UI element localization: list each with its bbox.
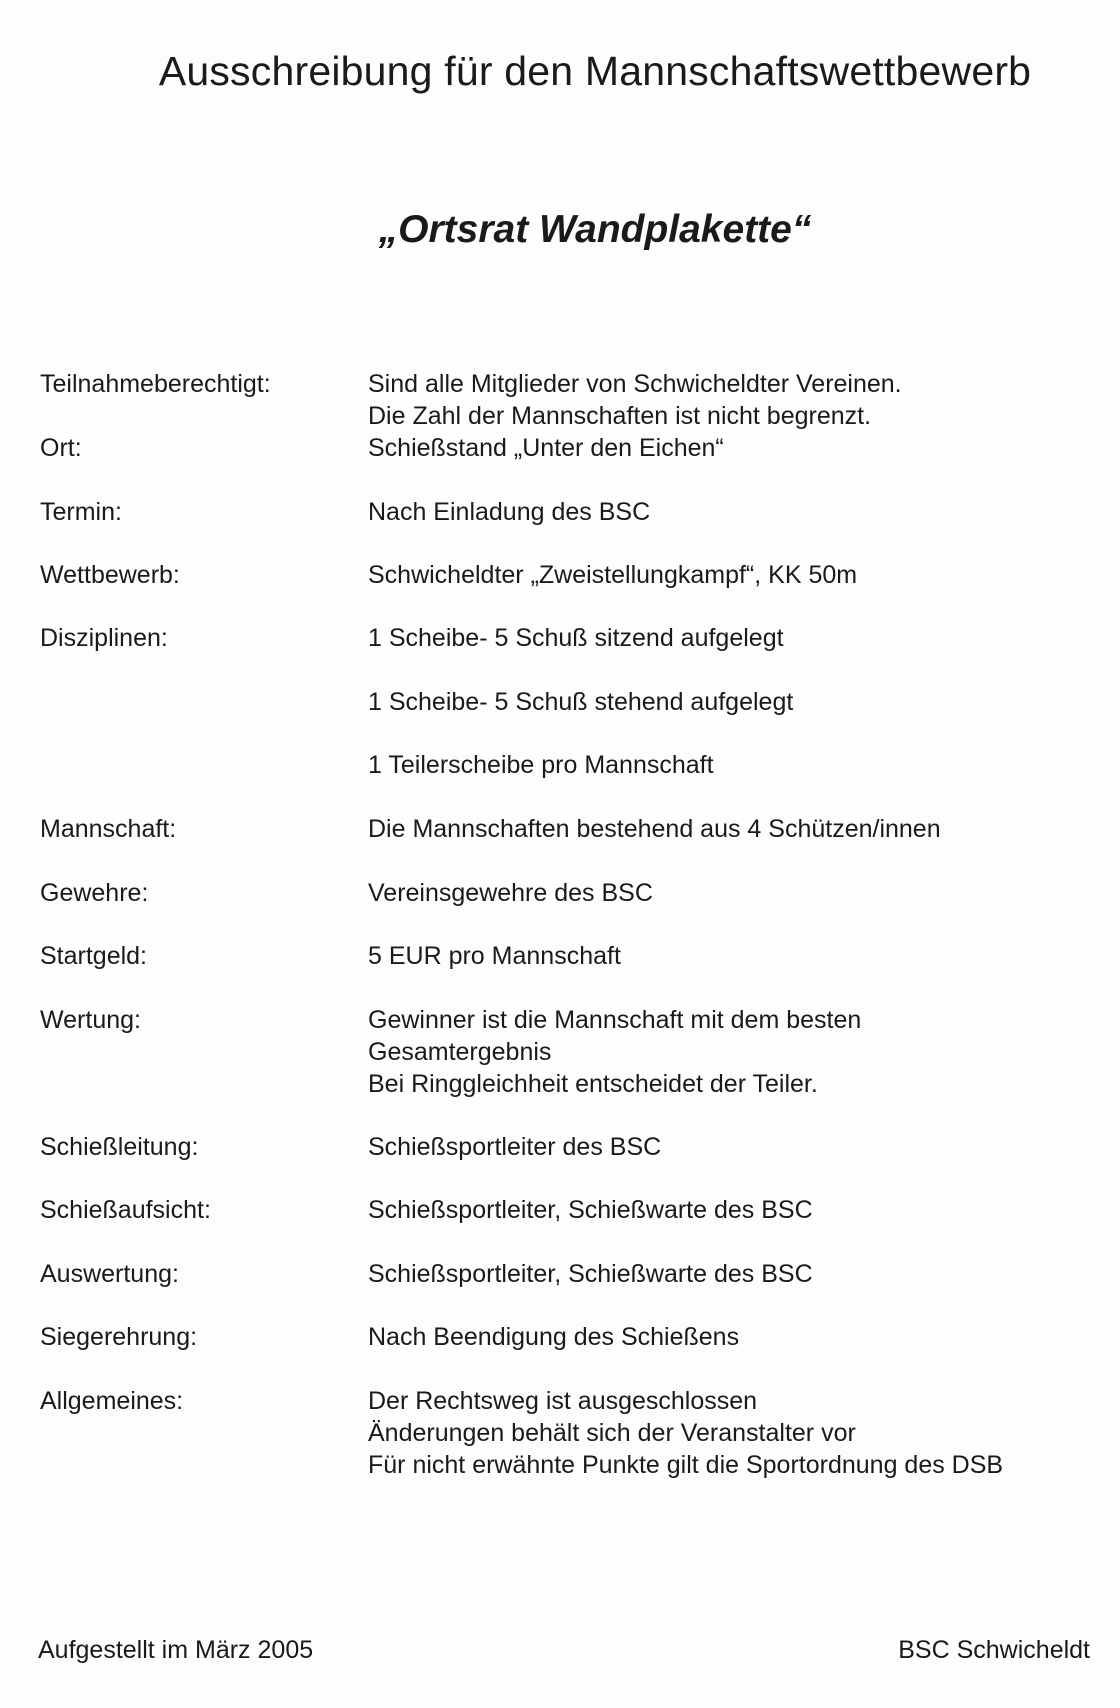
row-value (368, 940, 1088, 972)
row-value-line: Schießsportleiter, Schießwarte des BSC (368, 1260, 813, 1288)
row-value-line: Für nicht erwähnte Punkte gilt die Sportordnung des DSB (368, 1451, 1004, 1479)
row-label: Mannschaft: (40, 815, 177, 843)
row-label: Schießleitung: (40, 1133, 199, 1161)
row-value-line: Bei Ringgleichheit entscheidet der Teiler. (368, 1070, 818, 1098)
row-value (368, 749, 1088, 781)
row-label: Ort: (40, 434, 82, 462)
row-value-line: Schießstand „Unter den Eichen“ (368, 434, 724, 462)
row-value-line: 1 Teilerscheibe pro Mannschaft (368, 751, 714, 779)
row-value-line: Der Rechtsweg ist ausgeschlossen (368, 1387, 758, 1415)
footer-organization: BSC Schwicheldt (898, 1636, 1090, 1664)
row-value-line: Schießsportleiter, Schießwarte des BSC (368, 1196, 813, 1224)
row-value (368, 559, 1088, 591)
row-value (368, 813, 1088, 845)
row-label: Gewehre: (40, 879, 149, 907)
row-value (368, 1321, 1088, 1353)
row-value-line: Nach Einladung des BSC (368, 498, 651, 526)
row-label: Siegerehrung: (40, 1323, 198, 1351)
document-subtitle: „Ortsrat Wandplakette“ (378, 208, 812, 251)
row-value-line: Die Mannschaften bestehend aus 4 Schützen/innen (368, 815, 941, 843)
row-label: Disziplinen: (40, 624, 168, 652)
footer-date: Aufgestellt im März 2005 (38, 1636, 314, 1664)
row-value-line: Vereinsgewehre des BSC (368, 879, 653, 907)
row-value-line: Die Zahl der Mannschaften ist nicht begrenzt. (368, 402, 872, 430)
row-label: Termin: (40, 498, 122, 526)
row-value-line: Änderungen behält sich der Veranstalter vor (368, 1419, 856, 1447)
row-label: Wertung: (40, 1006, 141, 1034)
row-value (368, 1131, 1088, 1163)
row-value-line: 1 Scheibe- 5 Schuß stehend aufgelegt (368, 688, 794, 716)
row-label: Auswertung: (40, 1260, 179, 1288)
row-value-line: Sind alle Mitglieder von Schwicheldter Vereinen. (368, 370, 902, 398)
row-value (368, 877, 1088, 909)
row-value-line: Gesamtergebnis (368, 1038, 552, 1066)
row-value (368, 432, 1088, 464)
row-value-line: Gewinner ist die Mannschaft mit dem besten (368, 1006, 862, 1034)
row-value-line: 1 Scheibe- 5 Schuß sitzend aufgelegt (368, 624, 784, 652)
row-value (368, 686, 1088, 718)
row-value (368, 368, 1088, 432)
row-label: Startgeld: (40, 942, 148, 970)
document-title: Ausschreibung für den Mannschaftswettbewerb (158, 48, 1032, 94)
row-label: Allgemeines: (40, 1387, 184, 1415)
row-value-line: 5 EUR pro Mannschaft (368, 942, 621, 970)
row-label: Wettbewerb: (40, 561, 180, 589)
row-value-line: Schießsportleiter des BSC (368, 1133, 662, 1161)
row-value (368, 1258, 1088, 1290)
row-value (368, 1194, 1088, 1226)
row-value (368, 622, 1088, 654)
row-value-line: Nach Beendigung des Schießens (368, 1323, 740, 1351)
row-value (368, 496, 1088, 528)
row-value (368, 1385, 1088, 1481)
row-value (368, 1004, 1088, 1100)
row-label: Schießaufsicht: (40, 1196, 211, 1224)
row-label: Teilnahmeberechtigt: (40, 370, 271, 398)
row-value-line: Schwicheldter „Zweistellungkampf“, KK 50m (368, 561, 858, 589)
